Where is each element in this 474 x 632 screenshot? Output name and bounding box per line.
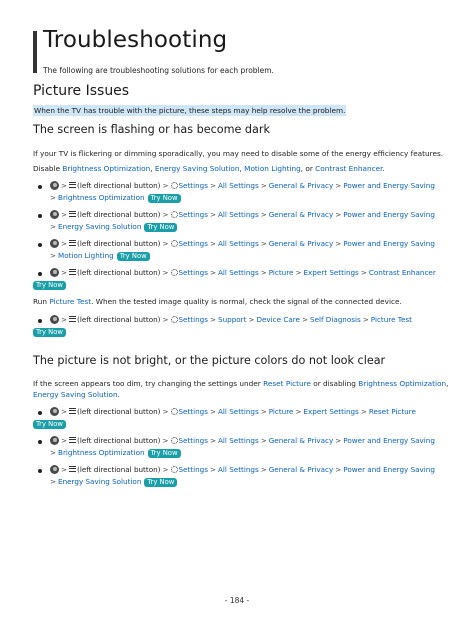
chevron-right-icon: > — [301, 315, 309, 324]
link-contrast-enhancer[interactable]: Contrast Enhancer — [368, 268, 436, 277]
chevron-right-icon: > — [162, 407, 169, 416]
chevron-right-icon: > — [335, 181, 342, 190]
link-reset-picture[interactable]: Reset Picture — [263, 379, 311, 388]
paragraph-disable — [33, 163, 385, 174]
try-now-button[interactable]: Try Now — [148, 194, 181, 203]
gear-icon — [171, 240, 178, 247]
link-expert-settings[interactable]: Expert Settings — [303, 407, 359, 416]
chevron-right-icon: > — [209, 407, 217, 416]
link-all-settings[interactable]: All Settings — [218, 210, 259, 219]
link-picture[interactable]: Picture — [268, 268, 294, 277]
link-power-energy-saving[interactable]: Power and Energy Saving — [343, 465, 435, 474]
chevron-right-icon: > — [260, 407, 267, 416]
home-icon — [50, 181, 59, 190]
link-self-diagnosis[interactable]: Self Diagnosis — [310, 315, 361, 324]
gear-icon — [171, 269, 178, 276]
link-settings[interactable]: Settings — [178, 239, 208, 248]
bullet-dot — [38, 319, 42, 323]
chevron-right-icon: > — [209, 315, 217, 324]
list-item-step — [50, 209, 435, 221]
section-title: Picture Issues — [33, 83, 130, 99]
list-item-step — [50, 435, 435, 447]
list-item-step — [50, 238, 435, 250]
try-now-button[interactable]: Try Now — [33, 328, 66, 337]
chevron-right-icon: > — [209, 465, 217, 474]
page-number: - 184 - — [224, 596, 250, 605]
section-highlight: When the TV has trouble with the picture, these steps may help resolve the problem. — [34, 106, 346, 115]
bullet-dot — [38, 243, 42, 247]
home-icon — [50, 436, 59, 445]
list-item-step — [50, 464, 435, 476]
subsection-heading-dim: The picture is not bright, or the picture colors do not look clear — [33, 354, 386, 367]
home-icon — [50, 239, 59, 248]
text: (left directional button) — [77, 436, 161, 445]
chevron-right-icon: > — [61, 407, 68, 416]
link-all-settings[interactable]: All Settings — [218, 181, 259, 190]
paragraph-flicker: If your TV is flickering or dimming sporadically, you may need to disable some of the energy efficiency features. — [33, 149, 444, 158]
try-now-button[interactable]: Try Now — [144, 223, 177, 232]
menu-icon — [69, 316, 76, 322]
chevron-right-icon: > — [50, 477, 57, 486]
menu-icon — [69, 182, 76, 188]
text: or disabling — [310, 379, 359, 388]
link-power-energy-saving[interactable]: Power and Energy Saving — [343, 436, 435, 445]
list-item-step-cont — [50, 221, 177, 233]
link-power-energy-saving[interactable]: Power and Energy Saving — [343, 239, 435, 248]
chevron-right-icon: > — [209, 181, 217, 190]
list-item-step — [50, 314, 412, 326]
chevron-right-icon: > — [162, 268, 169, 277]
chevron-right-icon: > — [260, 465, 267, 474]
list-item-step-cont — [33, 418, 66, 430]
text: . When the tested image quality is normal, check the signal of the connected device. — [91, 297, 402, 306]
link-brightness-optimization[interactable]: Brightness Optimization — [58, 448, 145, 457]
link-brightness-optimization[interactable]: Brightness Optimization — [58, 193, 145, 202]
link-brightness-optimization[interactable]: Brightness Optimization — [62, 164, 151, 173]
chevron-right-icon: > — [260, 268, 267, 277]
chevron-right-icon: > — [61, 465, 68, 474]
bullet-dot — [38, 440, 42, 444]
chevron-right-icon: > — [335, 465, 342, 474]
paragraph-dim-cont — [33, 389, 120, 400]
chevron-right-icon: > — [162, 181, 169, 190]
gear-icon — [171, 211, 178, 218]
try-now-button[interactable]: Try Now — [144, 478, 177, 487]
chevron-right-icon: > — [260, 239, 267, 248]
chevron-right-icon: > — [162, 239, 169, 248]
bullet-dot — [38, 272, 42, 276]
text: , — [446, 379, 449, 388]
chevron-right-icon: > — [209, 210, 217, 219]
chevron-right-icon: > — [61, 239, 68, 248]
text: (left directional button) — [77, 268, 161, 277]
link-general-privacy[interactable]: General & Privacy — [268, 465, 334, 474]
chevron-right-icon: > — [362, 315, 369, 324]
chevron-right-icon: > — [295, 268, 302, 277]
link-all-settings[interactable]: All Settings — [218, 465, 259, 474]
text: , — [239, 164, 245, 173]
bullet-dot — [38, 469, 42, 473]
gear-icon — [171, 316, 178, 323]
link-settings[interactable]: Settings — [178, 465, 208, 474]
list-item-step-cont — [50, 250, 150, 262]
chevron-right-icon: > — [61, 210, 68, 219]
chevron-right-icon: > — [248, 315, 255, 324]
link-general-privacy[interactable]: General & Privacy — [268, 239, 334, 248]
link-settings[interactable]: Settings — [178, 407, 208, 416]
link-all-settings[interactable]: All Settings — [218, 239, 259, 248]
list-item-step-cont — [33, 326, 66, 338]
paragraph-run-test — [33, 296, 402, 307]
text: (left directional button) — [77, 239, 161, 248]
chevron-right-icon: > — [260, 436, 267, 445]
text: (left directional button) — [77, 407, 161, 416]
chevron-right-icon: > — [50, 448, 57, 457]
chevron-right-icon: > — [50, 251, 57, 260]
menu-icon — [69, 211, 76, 217]
bullet-dot — [38, 185, 42, 189]
chevron-right-icon: > — [162, 436, 169, 445]
try-now-button[interactable]: Try Now — [117, 252, 150, 261]
list-item-step-cont — [50, 476, 177, 488]
try-now-button[interactable]: Try Now — [33, 420, 66, 429]
menu-icon — [69, 269, 76, 275]
link-general-privacy[interactable]: General & Privacy — [268, 181, 334, 190]
chevron-right-icon: > — [209, 436, 217, 445]
list-item-step-cont — [50, 447, 181, 459]
page-title: Troubleshooting — [43, 27, 228, 53]
link-power-energy-saving[interactable]: Power and Energy Saving — [343, 210, 435, 219]
try-now-button[interactable]: Try Now — [148, 449, 181, 458]
link-all-settings[interactable]: All Settings — [218, 436, 259, 445]
chevron-right-icon: > — [335, 210, 342, 219]
chevron-right-icon: > — [209, 268, 217, 277]
menu-icon — [69, 437, 76, 443]
home-icon — [50, 465, 59, 474]
text: (left directional button) — [77, 210, 161, 219]
link-motion-lighting[interactable]: Motion Lighting — [58, 251, 114, 260]
link-settings[interactable]: Settings — [178, 268, 208, 277]
text: Disable — [33, 164, 63, 173]
link-settings[interactable]: Settings — [178, 181, 208, 190]
link-power-energy-saving[interactable]: Power and Energy Saving — [343, 181, 435, 190]
list-item-step — [50, 406, 416, 418]
text: If the screen appears too dim, try changing the settings under — [33, 379, 264, 388]
link-general-privacy[interactable]: General & Privacy — [268, 210, 334, 219]
link-energy-saving-solution[interactable]: Energy Saving Solution — [33, 390, 118, 399]
chevron-right-icon: > — [61, 436, 68, 445]
paragraph-dim — [33, 378, 448, 389]
text: , or — [300, 164, 316, 173]
page-subtitle: The following are troubleshooting solutions for each problem. — [43, 66, 274, 75]
chevron-right-icon: > — [335, 239, 342, 248]
bullet-dot — [38, 214, 42, 218]
link-settings[interactable]: Settings — [178, 210, 208, 219]
text: Run — [33, 297, 50, 306]
gear-icon — [171, 182, 178, 189]
home-icon — [50, 315, 59, 324]
home-icon — [50, 268, 59, 277]
link-contrast-enhancer[interactable]: Contrast Enhancer — [315, 164, 383, 173]
link-expert-settings[interactable]: Expert Settings — [303, 268, 359, 277]
home-icon — [50, 407, 59, 416]
chevron-right-icon: > — [295, 407, 302, 416]
home-icon — [50, 210, 59, 219]
text: , — [150, 164, 155, 173]
chevron-right-icon: > — [260, 181, 267, 190]
link-all-settings[interactable]: All Settings — [218, 407, 259, 416]
link-picture-test[interactable]: Picture Test — [49, 297, 92, 306]
text: (left directional button) — [77, 465, 161, 474]
chevron-right-icon: > — [335, 436, 342, 445]
link-reset-picture[interactable]: Reset Picture — [368, 407, 416, 416]
menu-icon — [69, 408, 76, 414]
menu-icon — [69, 466, 76, 472]
link-all-settings[interactable]: All Settings — [218, 268, 259, 277]
gear-icon — [171, 408, 178, 415]
list-item-step-cont — [33, 279, 66, 291]
gear-icon — [171, 466, 178, 473]
chevron-right-icon: > — [360, 407, 367, 416]
chevron-right-icon: > — [260, 210, 267, 219]
link-energy-saving-solution[interactable]: Energy Saving Solution — [154, 164, 240, 173]
subsection-heading-flashing: The screen is flashing or has become dark — [33, 123, 270, 136]
list-item-step — [50, 180, 435, 192]
chevron-right-icon: > — [209, 239, 217, 248]
link-motion-lighting[interactable]: Motion Lighting — [244, 164, 301, 173]
link-settings[interactable]: Settings — [178, 436, 208, 445]
chevron-right-icon: > — [360, 268, 367, 277]
chevron-right-icon: > — [162, 465, 169, 474]
chevron-right-icon: > — [50, 193, 57, 202]
list-item-step-cont — [50, 192, 181, 204]
menu-icon — [69, 240, 76, 246]
link-brightness-optimization[interactable]: Brightness Optimization — [358, 379, 447, 388]
link-picture[interactable]: Picture — [268, 407, 294, 416]
chevron-right-icon: > — [50, 222, 57, 231]
try-now-button[interactable]: Try Now — [33, 281, 66, 290]
gear-icon — [171, 437, 178, 444]
link-settings[interactable]: Settings — [178, 315, 208, 324]
bullet-dot — [38, 411, 42, 415]
text: (left directional button) — [77, 181, 161, 190]
list-item-step — [50, 267, 436, 279]
chevron-right-icon: > — [162, 210, 169, 219]
link-picture-test[interactable]: Picture Test — [370, 315, 412, 324]
text: . — [117, 390, 120, 399]
text: . — [382, 164, 385, 173]
chevron-right-icon: > — [61, 268, 68, 277]
chevron-right-icon: > — [61, 315, 68, 324]
text: (left directional button) — [77, 315, 161, 324]
chevron-right-icon: > — [162, 315, 169, 324]
chevron-right-icon: > — [61, 181, 68, 190]
link-general-privacy[interactable]: General & Privacy — [268, 436, 334, 445]
link-energy-saving-solution[interactable]: Energy Saving Solution — [58, 477, 142, 486]
link-energy-saving-solution[interactable]: Energy Saving Solution — [58, 222, 142, 231]
link-device-care[interactable]: Device Care — [256, 315, 300, 324]
title-accent-bar — [33, 31, 37, 73]
link-support[interactable]: Support — [218, 315, 247, 324]
